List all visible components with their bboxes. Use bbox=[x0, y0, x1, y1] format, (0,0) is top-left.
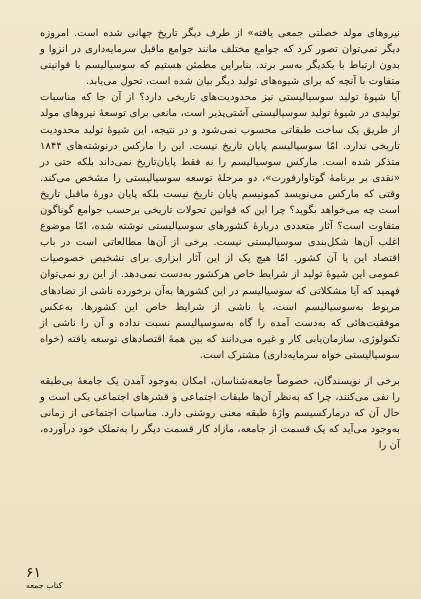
page-number: ۶۱ bbox=[26, 565, 42, 581]
text-column bbox=[40, 26, 400, 454]
publication-name: کتاب جمعه bbox=[26, 581, 63, 590]
paragraph-1: نیروهای مولد خصلتی جمعی یافته» از طرف دیگر تاریخ جهانی شده است. امروزه دیگر نمی‌توان تصور کرد که جوامع مختلف مانند جوامع ماقبل سرمایه‌داری در انزوا و بدون ارتباط با یکدیگر به‌سر برند. بنابراین مطمئن هستیم که سوسیالیسم با قوانینی متفاوت با آنچه که برای شیوه‌های تولید دیگر بیان شده است، تحول می‌یابد. bbox=[40, 28, 400, 88]
paragraph-2: آیا شیوهٔ تولید سوسیالیستی نیز محدودیت‌های تاریخی دارد؟ از آن جا که مناسبات تولیدی در شیوهٔ تولید سوسیالیستی آشتی‌پذیر است، مانعی برای توسعهٔ نیروهای مولد از طریق یک ساخت طبقاتی محسوب نمی‌شود و در نتیجه، این شیوهٔ تولید محدودیت تاریخی ندارد. امّا سوسیالیسم پایان تاریخ نیست. این را مارکس درنوشته‌های ۱۸۴۴ متذکر شده است. مارکس سوسیالیسم را نه فقط پایان‌تاریخ نمی‌داند بلکه حتی در «نقدی بر برنامهٔ گوتاوارفورت»، دو مرحلهٔ توسعه سوسیالیستی را مشخص می‌کند. وقتی که مارکس می‌نویسد کمونیسم پایان تاریخ نیست بلکه پایان دورهٔ ماقبل تاریخ است چه می‌خواهد بگوید؟ چرا این که قوانین تحولات تاریخی برحسب جوامع گوناگون متفاوت است؟ آثار متعددی دربارهٔ کشورهای سوسیالیستی نوشته شده، امّا موضوع اغلب آن‌ها شکل‌بندی سوسیالیستی نیست. برخی از آن‌ها مطالعاتی است در باب اقتصاد این یا آن کشور. امّا هیچ یک از این آثار ابزاری برای تشخیص خصوصیات عمومی این شیوهٔ تولید از شرایط خاص هرکشور به‌دست نمی‌دهد. از این رو نمی‌توان فهمید که آیا مشکلاتی که سوسیالیسم در این کشورها به‌آن برخورده ناشی از تضادهای مربوط به‌سوسیالیسم است، یا ناشی از شرایط خاص این کشورها. به‌عکس موفقیت‌هائی که به‌دست آمده را گاه به‌سوسیالیسم نسبت نداده و آن را ناشی از تکنولوژی، سازمان‌یابی کار و غیره می‌دانند که بین همهٔ اقتصادهای توسعه یافته (خواه سوسیالیستی خواه سرمایه‌داری) مشترک است. bbox=[40, 92, 400, 361]
paragraph-3: برخی از نویسندگان، خصوصاً جامعه‌شناسان، امکان به‌وجود آمدن یک جامعهٔ بی‌طبقه را نفی می‌کنند، چرا که به‌نظر آن‌ها طبقات اجتماعی و قشرهای اجتماعی یکی است و حال آن که درمارکسیسم واژهٔ طبقه معنی روشنی دارد. مناسبات اجتماعی از زمانی به‌وجود می‌آید که یک قسمت از جامعه، مازاد کار قسمت دیگر را به‌تملک خود درآورده، آن را bbox=[40, 375, 400, 452]
page-footer bbox=[26, 566, 62, 591]
